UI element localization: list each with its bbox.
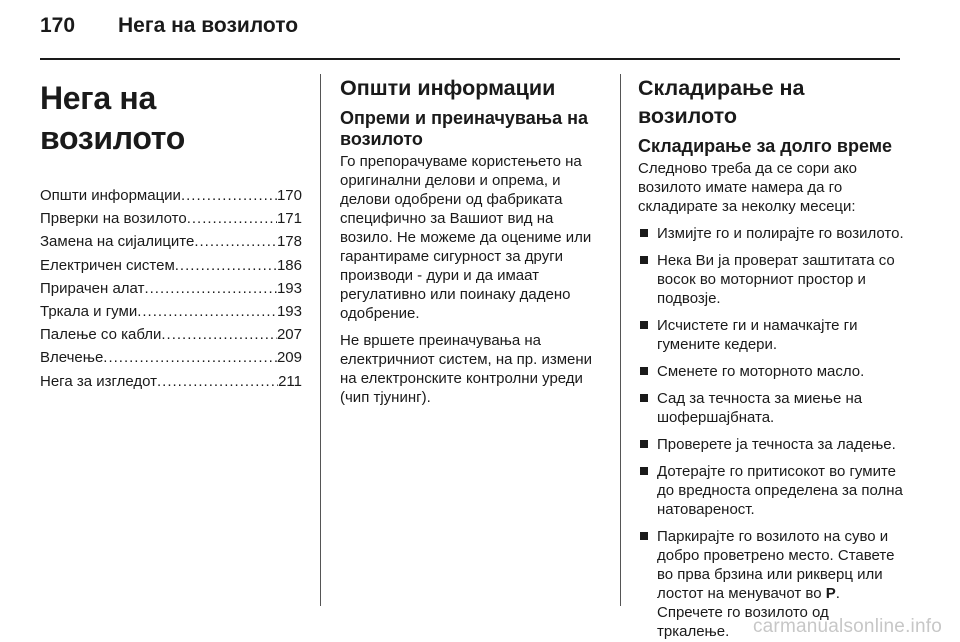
toc-entry-title: Прверки на возилото: [40, 210, 187, 228]
toc-leader-dots: [137, 300, 277, 323]
storage-bullet-text: Дотерајте го притисокот во гумите до вредноста определена за полна натовареност.: [657, 463, 903, 518]
toc-leader-dots: [194, 230, 277, 253]
toc-leader-dots: [187, 207, 277, 230]
toc-entry: [40, 346, 302, 369]
running-title: Нега на возилото: [118, 14, 299, 37]
toc-list: [40, 184, 302, 393]
subsection-title-long-term: Складирање за долго време: [638, 136, 893, 156]
bullet-square-icon: [640, 467, 648, 475]
toc-entry-title: Тркала и гуми: [40, 303, 138, 321]
bullet-square-icon: [640, 229, 648, 237]
toc-leader-dots: [157, 370, 278, 393]
watermark: carmanualsonline.info: [752, 616, 942, 637]
storage-bullet: [638, 316, 904, 354]
column-divider-2: [620, 74, 621, 606]
toc-column: [40, 74, 302, 393]
toc-entry: [40, 254, 302, 277]
bullet-square-icon: [640, 532, 648, 540]
storage-bullet-text: Проверете ја течноста за ладење.: [657, 436, 896, 453]
storage-column: [638, 74, 904, 642]
storage-bullet-list: [638, 224, 904, 641]
column-divider-1: [320, 74, 321, 606]
toc-entry-title: Влечење: [40, 349, 104, 367]
storage-bullet-text: Паркирајте го возилото на суво и добро проветрено место. Ставете во прва брзина или рикверц или лостот на менувачот во: [657, 528, 895, 602]
toc-entry-page: 207: [276, 326, 302, 344]
chapter-title: Нега на возилото: [40, 80, 186, 156]
toc-leader-dots: [103, 346, 277, 369]
toc-entry-page: 193: [276, 303, 302, 321]
toc-entry-title: Замена на сијалиците: [40, 233, 195, 251]
toc-entry: [40, 184, 302, 207]
storage-bullet: [638, 389, 904, 427]
section-title-storage: Складирање на возилото: [638, 76, 805, 128]
storage-bullet-text: Измијте го и полирајте го возилото.: [657, 225, 904, 242]
storage-bullet: [638, 224, 904, 243]
paragraph: Го препорачуваме користењето на оригинални делови и опрема, и делови одобрени од фабриката специфично за Вашиот вид на возило. Не можеме да оцениме или гарантираме сигурност за други производи - дури и да имаат регулативно или поинаку дадено одобрение.: [340, 153, 592, 322]
storage-bullet: [638, 462, 904, 519]
storage-intro: Следново треба да се сори ако возилото имате намера да го складирате за неколку месеци:: [638, 160, 858, 215]
toc-entry-title: Прирачен алат: [40, 279, 145, 297]
toc-entry-title: Палење со кабли: [40, 326, 162, 344]
storage-bullet: [638, 362, 904, 381]
storage-bullet-text: Сменете го моторното масло.: [657, 363, 865, 380]
toc-entry-page: 186: [276, 256, 302, 274]
toc-entry: [40, 277, 302, 300]
storage-bullet-text: Исчистете ги и намачкајте ги гумените кедери.: [657, 317, 858, 353]
bullet-square-icon: [640, 440, 648, 448]
toc-entry: [40, 323, 302, 346]
paragraph: Не вршете преиначувања на електричниот систем, на пр. измени на електронските контролни уреди (чип тјунинг).: [340, 332, 593, 406]
page-number: 170: [40, 14, 76, 37]
toc-leader-dots: [161, 323, 277, 346]
toc-entry-page: 170: [276, 187, 302, 204]
storage-bullet-text: Нека Ви ја проверат заштитата со восок во моторниот простор и подвозје.: [657, 252, 895, 307]
toc-entry: [40, 300, 302, 323]
toc-leader-dots: [144, 277, 277, 300]
toc-entry-title: Електричен систем: [40, 256, 175, 274]
page-header: [40, 14, 298, 44]
bullet-square-icon: [640, 321, 648, 329]
toc-entry: [40, 230, 302, 253]
gear-position-p: P: [825, 585, 836, 602]
toc-entry: [40, 370, 302, 393]
bullet-square-icon: [640, 394, 648, 402]
toc-entry-title: Општи информации: [40, 187, 181, 204]
toc-entry-title: Нега за изгледот: [40, 372, 158, 390]
storage-bullet: [638, 435, 904, 454]
storage-bullet-text: . Спречете го возилото од тркалење.: [657, 585, 840, 640]
toc-entry: [40, 207, 302, 230]
storage-bullet-text: Сад за течноста за миење на шофершајбната.: [657, 390, 863, 426]
toc-entry-page: 211: [278, 372, 302, 390]
toc-entry-page: 178: [276, 233, 302, 251]
storage-bullet: [638, 251, 904, 308]
section-title-general: Општи информации: [340, 76, 556, 100]
toc-entry-page: 193: [276, 279, 302, 297]
subsection-title-modifications: Опреми и преиначувања на возилото: [340, 108, 588, 149]
general-info-column: [340, 74, 604, 415]
toc-leader-dots: [175, 254, 277, 277]
toc-leader-dots: [181, 184, 277, 207]
header-rule: [40, 58, 900, 60]
bullet-square-icon: [640, 256, 648, 264]
toc-entry-page: 209: [276, 349, 302, 367]
bullet-square-icon: [640, 367, 648, 375]
toc-entry-page: 171: [276, 210, 302, 228]
